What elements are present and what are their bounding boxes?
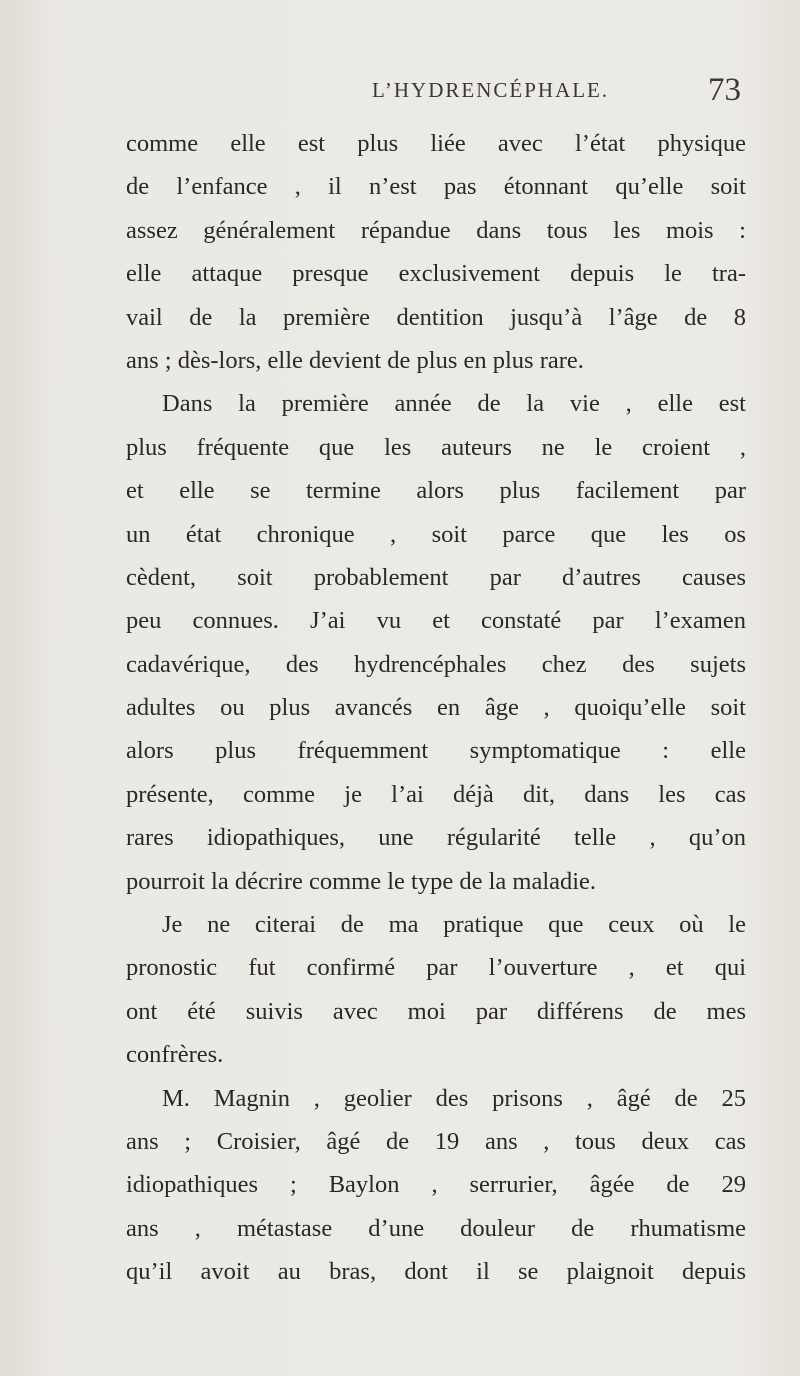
text-line: pourroit la décrire comme le type de la maladie. — [126, 867, 597, 895]
page-header — [0, 72, 800, 118]
text-line: ans ; Croisier, âgé de 19 ans , tous deux cas — [126, 1127, 746, 1155]
text-line: alors plus fréquemment symptomatique : elle — [126, 737, 746, 765]
text-line: et elle se termine alors plus facilement par — [126, 477, 746, 505]
text-line: ans ; dès-lors, elle devient de plus en plus rare. — [126, 346, 584, 374]
text-line: un état chronique , soit parce que les os — [126, 520, 746, 548]
text-line: rares idiopathiques, une régularité telle , qu’on — [126, 824, 746, 852]
text-line: pronostic fut confirmé par l’ouverture , et qui — [126, 954, 746, 982]
text-line: cèdent, soit probablement par d’autres causes — [126, 563, 746, 591]
text-line: ont été suivis avec moi par différens de mes — [126, 997, 746, 1025]
text-line: comme elle est plus liée avec l’état physique — [126, 130, 746, 157]
text-line: de l’enfance , il n’est pas étonnant qu’elle soit — [126, 173, 746, 201]
page-number: 73 — [708, 72, 741, 108]
text-line: vail de la première dentition jusqu’à l’âge de 8 — [126, 303, 746, 331]
text-line: qu’il avoit au bras, dont il se plaignoit depuis — [126, 1258, 746, 1286]
body-text — [126, 122, 746, 1294]
text-line: assez généralement répandue dans tous les mois : — [126, 216, 746, 244]
text-line: ans , métastase d’une douleur de rhumatisme — [126, 1214, 746, 1242]
text-line: présente, comme je l’ai déjà dit, dans les cas — [126, 780, 746, 808]
text-line: plus fréquente que les auteurs ne le croient , — [126, 433, 746, 461]
paragraph-start-line: Je ne citerai de ma pratique que ceux où le — [162, 911, 746, 939]
running-head: L’HYDRENCÉPHALE. — [372, 78, 610, 102]
text-line: peu connues. J’ai vu et constaté par l’examen — [126, 607, 746, 635]
text-line: elle attaque presque exclusivement depuis le tra- — [126, 260, 746, 288]
text-line: confrères. — [126, 1041, 224, 1069]
paragraph-start-line: M. Magnin , geolier des prisons , âgé de 25 — [162, 1084, 746, 1112]
text-line: cadavérique, des hydrencéphales chez des sujets — [126, 650, 746, 678]
paragraph-start-line: Dans la première année de la vie , elle est — [162, 390, 746, 418]
text-line: adultes ou plus avancés en âge , quoiqu’elle soit — [126, 694, 746, 722]
text-line: idiopathiques ; Baylon , serrurier, âgée de 29 — [126, 1171, 746, 1199]
